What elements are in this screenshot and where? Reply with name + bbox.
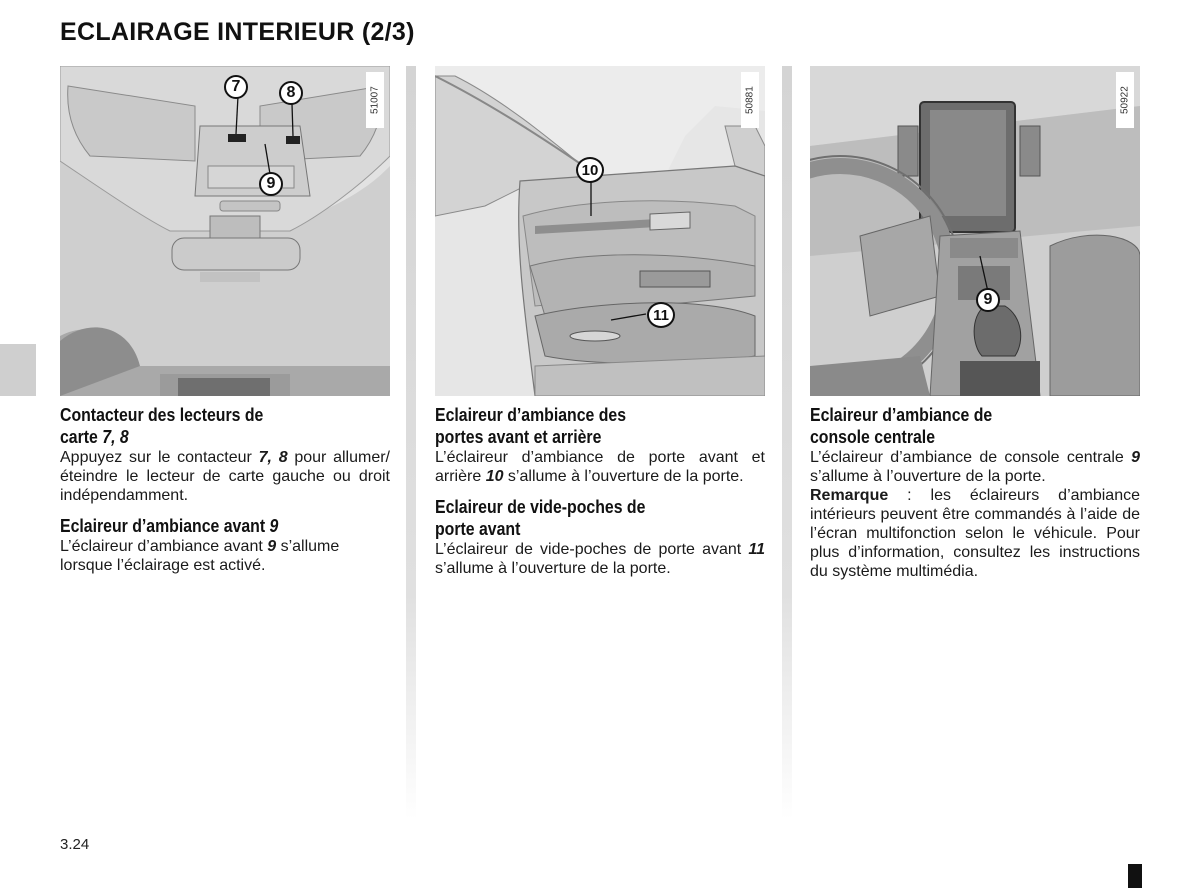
column-3-text [810, 404, 1140, 591]
figure-centre-console [810, 66, 1140, 396]
section-heading: Eclaireur d’ambiance avant 9 [60, 516, 279, 536]
page-number: 3.24 [60, 836, 90, 853]
remark-paragraph: Remarque : les éclaireurs d’ambiance intérieurs peuvent être commandés à l’aide de l’écran multifonction selon le véhicule. Pour plus d’information, consultez les instructions du système multimédia. [810, 487, 1140, 580]
callout-7: 7 [224, 75, 248, 99]
figure-roof-map-lights [60, 66, 390, 396]
page-edge-marker [1128, 864, 1142, 888]
figure-door-panel [435, 66, 765, 396]
page-title: ECLAIRAGE INTERIEUR (2/3) [60, 18, 415, 46]
figure-reference-code: 50922 [1116, 72, 1134, 128]
section-body: L’éclaireur d’ambiance de porte avant et arrière 10 s’allume à l’ouverture de la porte. [435, 449, 765, 485]
door-illustration [435, 66, 765, 396]
figure-reference-code: 50881 [741, 72, 759, 128]
column-1-text [60, 404, 390, 585]
remark-label: Remarque [810, 487, 889, 504]
section-body: L’éclaireur d’ambiance de console centrale 9 s’allume à l’ouverture de la porte. [810, 449, 1140, 485]
console-illustration [810, 66, 1140, 396]
section-body: Appuyez sur le contacteur 7, 8 pour allumer/éteindre le lecteur de carte gauche ou droit indépendamment. [60, 449, 390, 504]
section-body: L’éclaireur de vide-poches de porte avant 11 s’allume à l’ouverture de la porte. [435, 541, 765, 577]
callout-10: 10 [576, 157, 604, 183]
column-divider-2 [782, 66, 792, 820]
column-2-text [435, 404, 765, 588]
chapter-side-tab [0, 344, 36, 396]
section-heading: Eclaireur d’ambiance de console centrale [810, 405, 993, 447]
section-heading: Contacteur des lecteurs de carte 7, 8 [60, 405, 264, 447]
column-divider-1 [406, 66, 416, 820]
section-heading: Eclaireur d’ambiance des portes avant et arrière [435, 405, 627, 447]
callout-9: 9 [976, 288, 1000, 312]
roof-illustration [60, 66, 390, 396]
section-body: L’éclaireur d’ambiance avant 9 s’allume lorsque l’éclairage est activé. [60, 538, 340, 574]
callout-8: 8 [279, 81, 303, 105]
section-heading: Eclaireur de vide-poches de porte avant [435, 497, 646, 539]
figure-reference-code: 51007 [366, 72, 384, 128]
callout-11: 11 [647, 302, 675, 328]
callout-9: 9 [259, 172, 283, 196]
